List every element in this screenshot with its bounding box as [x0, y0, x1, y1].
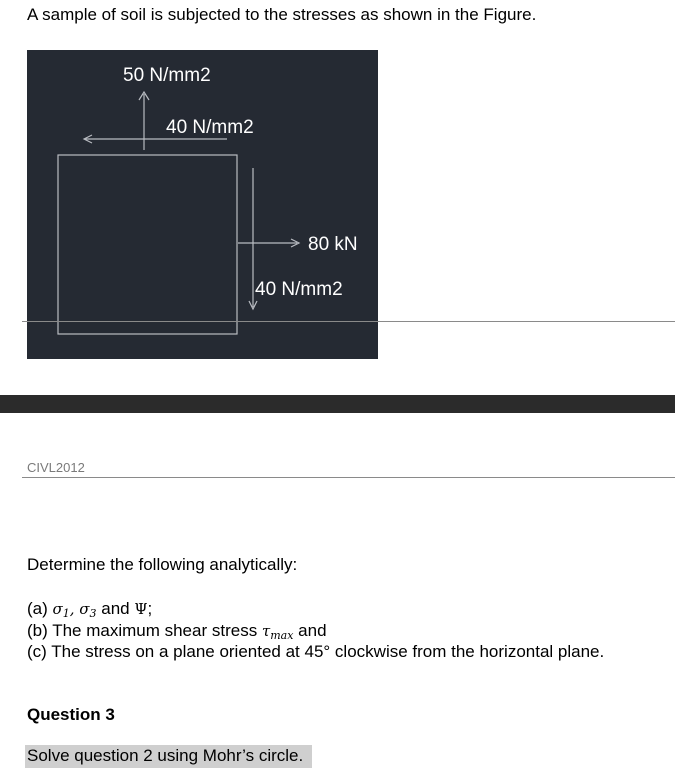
label-normal-top: 50 N/mm2	[123, 65, 211, 86]
soil-element	[58, 155, 237, 334]
sigma-1	[53, 600, 70, 618]
tau-max	[262, 622, 294, 640]
sigma-3-subscript: 3	[89, 607, 97, 620]
sigma-3	[79, 600, 96, 618]
course-code: CIVL2012	[27, 460, 85, 475]
sigma-3-symbol: σ	[79, 600, 90, 618]
question-heading: Determine the following analytically:	[27, 555, 298, 574]
tau-symbol: τ	[261, 622, 271, 640]
label-normal-right: 80 kN	[308, 234, 358, 255]
sigma-1-symbol: σ	[52, 600, 63, 618]
footer-rule	[22, 477, 675, 478]
horizontal-rule	[22, 321, 675, 322]
page-break-bar	[0, 395, 675, 413]
intro-text: A sample of soil is subjected to the stresses as shown in the Figure.	[27, 5, 537, 24]
stress-figure	[27, 50, 378, 359]
sigma-1-subscript: 1	[62, 607, 70, 620]
stress-diagram	[27, 50, 378, 359]
question-3-text: Solve question 2 using Mohr’s circle.	[25, 745, 312, 768]
question-3-title: Question 3	[27, 705, 115, 724]
psi-symbol: Ψ	[134, 600, 148, 618]
item-b-end: and	[293, 621, 327, 640]
item-a-prefix: (a)	[27, 599, 53, 618]
item-a-end: ;	[147, 599, 153, 618]
label-shear-top: 40 N/mm2	[166, 117, 254, 138]
question-item-c: (c) The stress on a plane oriented at 45° clockwise from the horizontal plane.	[27, 642, 605, 661]
tau-subscript: max	[270, 629, 294, 642]
item-a-and: and	[96, 599, 135, 618]
item-b-text: (b) The maximum shear stress	[27, 621, 262, 640]
label-shear-right: 40 N/mm2	[255, 279, 343, 300]
item-a-separator: ,	[69, 600, 80, 618]
